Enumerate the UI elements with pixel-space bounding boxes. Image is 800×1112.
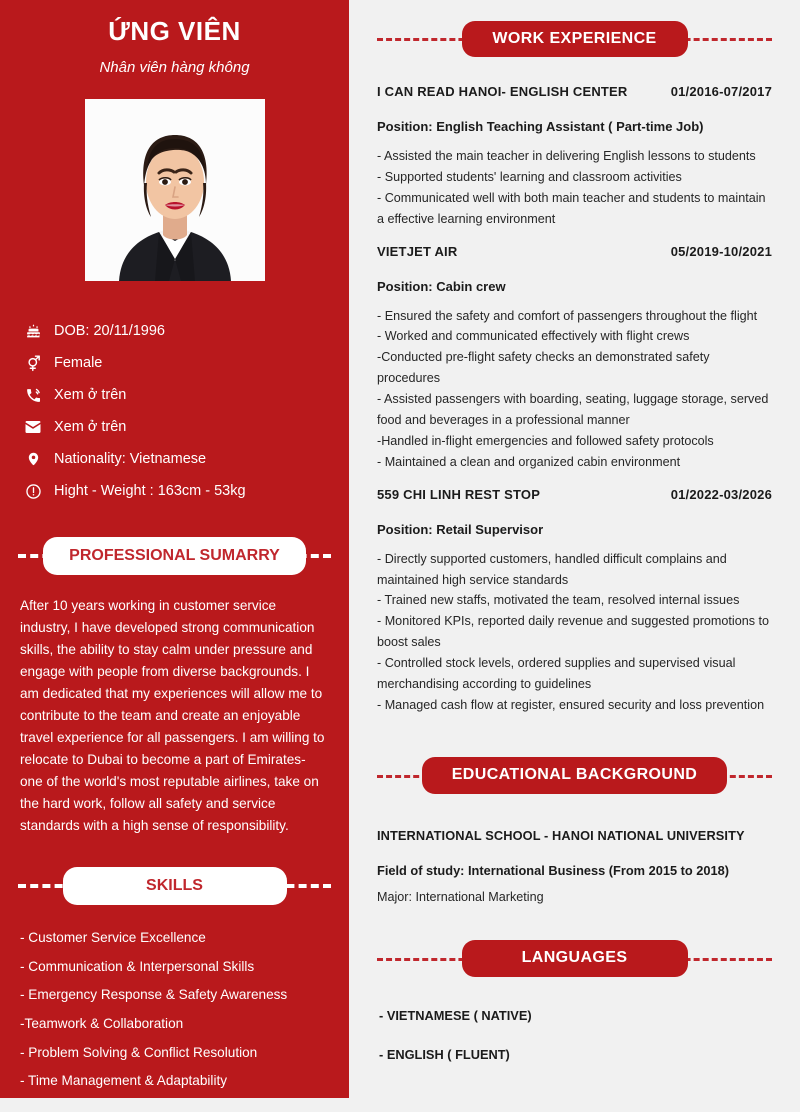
- page-subtitle: Nhân viên hàng không: [99, 59, 250, 77]
- list-item: - Assisted the main teacher in delivering English lessons to students: [377, 149, 756, 163]
- list-item: - Time Management & Adaptability: [20, 1073, 228, 1089]
- work-entry-organization: I CAN READ HANOI- ENGLISH CENTER: [377, 84, 628, 99]
- education-school: INTERNATIONAL SCHOOL - HANOI NATIONAL UNIVERSITY: [377, 827, 745, 843]
- work-entry-header: [377, 244, 772, 259]
- gender-icon: [20, 354, 46, 372]
- education-header: [377, 742, 772, 810]
- contact-row-phone: [20, 379, 349, 411]
- work-entry: [377, 487, 772, 716]
- work-entry-dates: 01/2016-07/2017: [670, 84, 772, 99]
- contact-row-nationality: [20, 443, 349, 475]
- info-circle-icon: [20, 483, 46, 500]
- list-item: - Controlled stock levels, ordered supplies and supervised visual merchandising according to guidelines: [377, 656, 736, 692]
- skills-title: SKILLS: [63, 867, 287, 905]
- contact-text-measurements: Hight - Weight : 163cm - 53kg: [54, 482, 246, 499]
- work-entry: [377, 244, 772, 473]
- list-item: - Emergency Response & Safety Awareness: [20, 987, 288, 1003]
- phone-icon: [20, 387, 46, 404]
- work-entry-bullets: [377, 549, 772, 716]
- contact-row-measurements: [20, 475, 349, 507]
- avatar: [85, 99, 265, 281]
- work-entry-position: Position: English Teaching Assistant ( Part-time Job): [377, 119, 704, 134]
- professional-summary-title: PROFESSIONAL SUMARRY: [43, 537, 306, 575]
- main-content: [349, 0, 800, 1112]
- envelope-icon: [20, 418, 46, 436]
- contact-text-email: Xem ở trên: [54, 418, 127, 435]
- education-entry: [377, 828, 772, 904]
- contact-text-nationality: Nationality: Vietnamese: [54, 450, 207, 467]
- contact-text-gender: Female: [54, 354, 103, 371]
- list-item: - Maintained a clean and organized cabin environment: [377, 454, 681, 469]
- list-item: - Problem Solving & Conflict Resolution: [20, 1044, 258, 1060]
- work-entry-position: Position: Retail Supervisor: [377, 521, 544, 537]
- education-major: Major: International Marketing: [377, 889, 544, 904]
- work-entry: [377, 84, 772, 230]
- languages-title: LANGUAGES: [462, 940, 688, 977]
- languages-header: [377, 930, 772, 988]
- education-field: Field of study: International Business (From 2015 to 2018): [377, 862, 729, 878]
- work-entry-dates: 01/2022-03/2026: [670, 486, 772, 502]
- birthday-cake-icon: [20, 323, 46, 340]
- list-item: -Conducted pre-flight safety checks an demonstrated safety procedures: [377, 350, 710, 386]
- list-item: - Managed cash flow at register, ensured security and loss prevention: [377, 697, 765, 712]
- skills-body: [0, 927, 349, 1091]
- work-entry-position: Position: Cabin crew: [377, 278, 506, 294]
- contact-text-phone: Xem ở trên: [54, 386, 127, 403]
- work-entry-organization: VIETJET AIR: [377, 243, 458, 259]
- work-entry-bullets: [377, 306, 772, 473]
- sidebar: [0, 0, 349, 1098]
- contact-row-gender: [20, 347, 349, 379]
- work-entry-dates: 05/2019-10/2021: [670, 243, 772, 259]
- list-item: -Handled in-flight emergencies and followed safety protocols: [377, 433, 714, 448]
- education-title: EDUCATIONAL BACKGROUND: [422, 757, 728, 794]
- languages-list: [377, 1008, 772, 1062]
- contact-info-list: [0, 315, 349, 507]
- list-item: - Monitored KPIs, reported daily revenue and suggested promotions to boost sales: [377, 614, 770, 650]
- contact-row-email: [20, 411, 349, 443]
- skills-header: [0, 859, 349, 913]
- list-item: - ENGLISH ( FLUENT): [379, 1046, 510, 1062]
- list-item: - Communicated well with both main teacher and students to maintain a effective learning environment: [377, 190, 766, 226]
- contact-text-dob: DOB: 20/11/1996: [54, 322, 165, 339]
- skills-list: [20, 927, 329, 1091]
- location-pin-icon: [20, 450, 46, 468]
- contact-row-dob: [20, 315, 349, 347]
- summary-paragraph: After 10 years working in customer service industry, I have developed strong communication skills, the ability to stay calm under pressure and engage with people from diverse backgrounds. I am dedicated that my experiences will allow me to contribute to the team and create an enjoyable travel experience for all passengers. I am willing to relocate to Dubai to become a part of Emirates- one of the world's most reputable airlines, take on the hard work, follow all safety and service standards with a high sense of responsibility.: [20, 598, 325, 834]
- list-item: - Trained new staffs, motivated the team, resolved internal issues: [377, 593, 740, 608]
- list-item: - Communication & Interpersonal Skills: [20, 958, 255, 974]
- list-item: - Ensured the safety and comfort of passengers throughout the flight: [377, 308, 758, 323]
- work-entry-bullets: [377, 146, 772, 230]
- work-entry-header: [377, 84, 772, 99]
- work-entry-organization: 559 CHI LINH REST STOP: [377, 486, 541, 502]
- work-experience-title: WORK EXPERIENCE: [462, 21, 688, 58]
- work-entry-header: [377, 487, 772, 502]
- work-experience-header: [377, 10, 772, 68]
- list-item: -Teamwork & Collaboration: [20, 1016, 184, 1032]
- list-item: - Assisted passengers with boarding, seating, luggage storage, served food and beverages in a professional manner: [377, 392, 769, 428]
- page-title: ỨNG VIÊN: [108, 16, 241, 46]
- list-item: - VIETNAMESE ( NATIVE): [379, 1007, 532, 1023]
- list-item: - Supported students' learning and classroom activities: [377, 169, 682, 184]
- professional-summary-body: [0, 595, 349, 837]
- list-item: - Customer Service Excellence: [20, 930, 206, 946]
- list-item: - Directly supported customers, handled difficult complains and maintained high service standards: [377, 551, 727, 587]
- portrait-photo: [85, 99, 265, 281]
- list-item: - Worked and communicated effectively with flight crews: [377, 329, 690, 344]
- professional-summary-header: [0, 529, 349, 583]
